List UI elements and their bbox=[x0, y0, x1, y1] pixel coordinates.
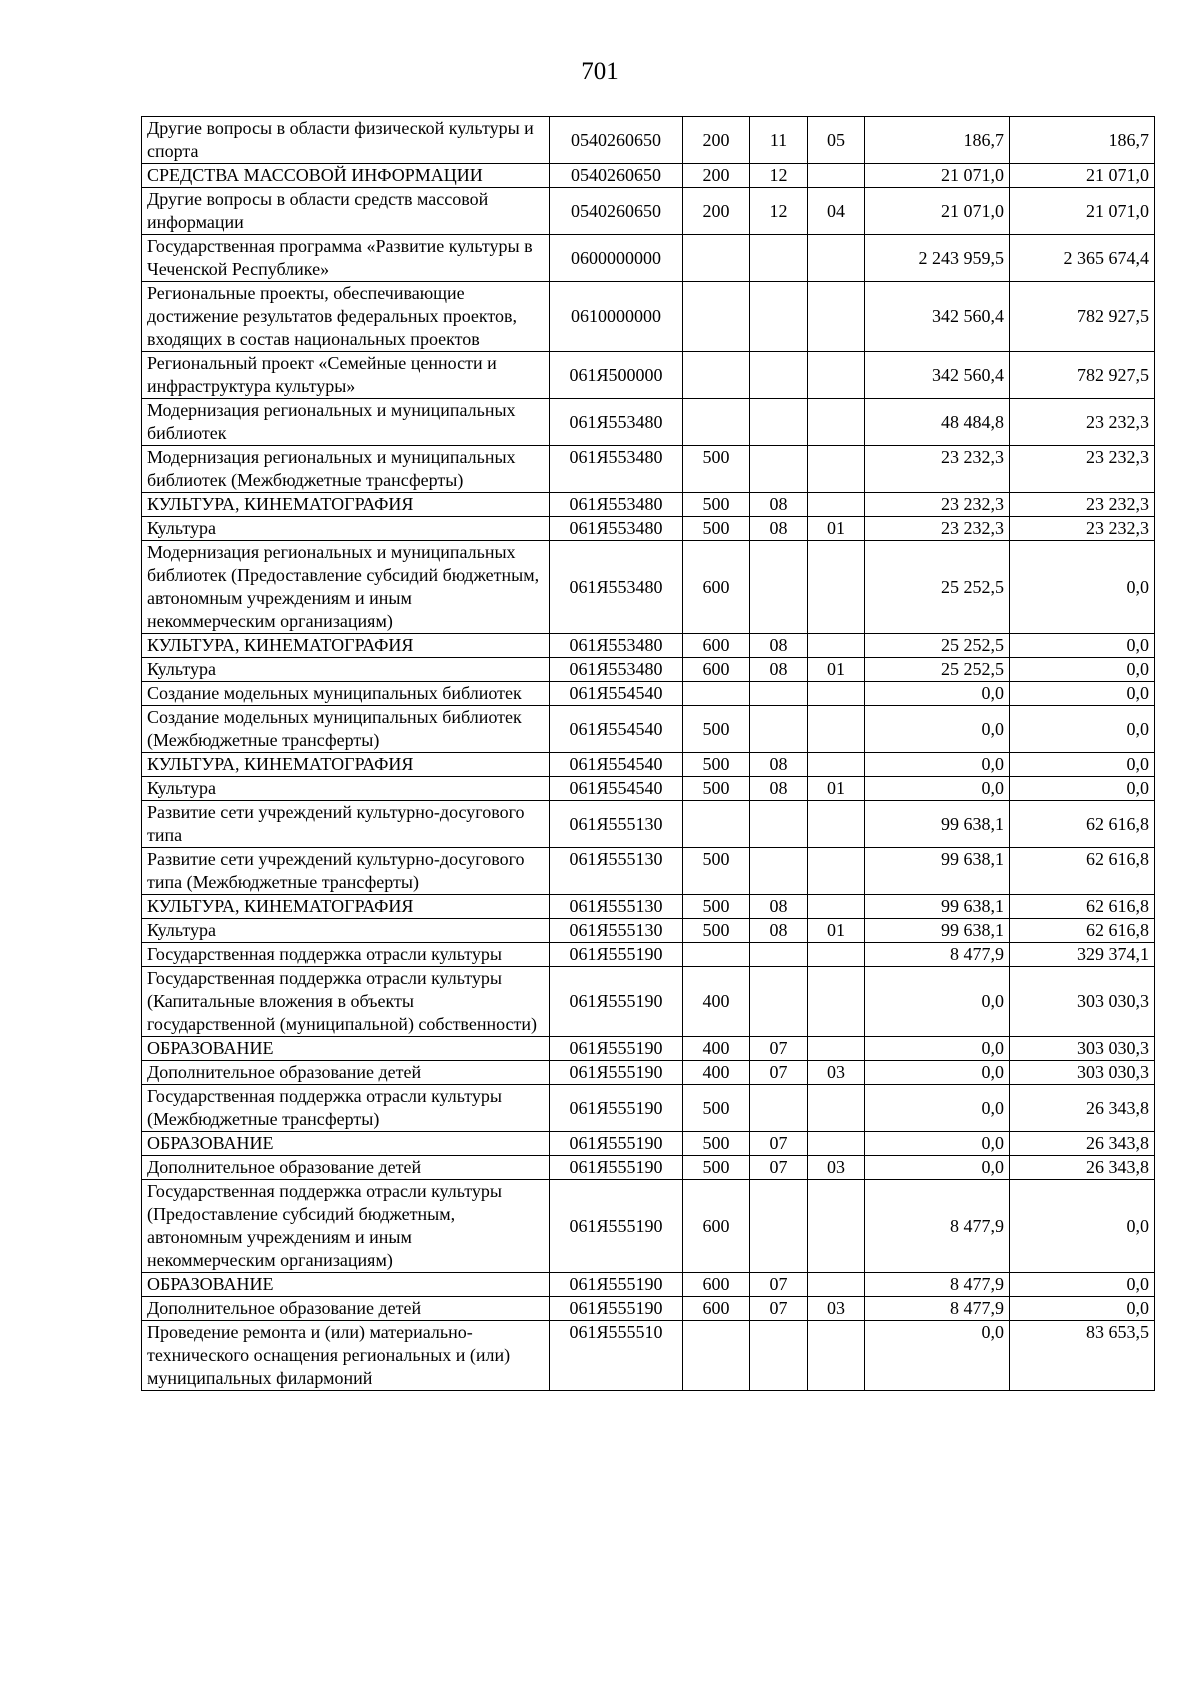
amount-year1-cell: 23 232,3 bbox=[865, 493, 1010, 517]
expense-type-cell: 600 bbox=[683, 658, 750, 682]
expense-type-cell: 500 bbox=[683, 777, 750, 801]
section-cell: 08 bbox=[750, 777, 808, 801]
table-row bbox=[142, 706, 1155, 753]
table-row bbox=[142, 1297, 1155, 1321]
table-row bbox=[142, 753, 1155, 777]
row-name-cell: КУЛЬТУРА, КИНЕМАТОГРАФИЯ bbox=[142, 634, 550, 658]
row-name-cell: Проведение ремонта и (или) материально-технического оснащения региональных и (или) муниципальных филармоний bbox=[142, 1321, 550, 1391]
subsection-cell bbox=[808, 895, 865, 919]
subsection-cell bbox=[808, 634, 865, 658]
target-code-cell: 061Я555130 bbox=[550, 801, 683, 848]
amount-year1-cell: 23 232,3 bbox=[865, 517, 1010, 541]
subsection-cell bbox=[808, 706, 865, 753]
target-code-cell: 061Я554540 bbox=[550, 682, 683, 706]
amount-year2-cell: 303 030,3 bbox=[1010, 1061, 1155, 1085]
table-row bbox=[142, 235, 1155, 282]
section-cell: 08 bbox=[750, 919, 808, 943]
expense-type-cell: 500 bbox=[683, 919, 750, 943]
target-code-cell: 061Я553480 bbox=[550, 493, 683, 517]
amount-year2-cell: 26 343,8 bbox=[1010, 1156, 1155, 1180]
table-row bbox=[142, 117, 1155, 164]
amount-year2-cell: 23 232,3 bbox=[1010, 493, 1155, 517]
amount-year1-cell: 21 071,0 bbox=[865, 188, 1010, 235]
subsection-cell: 01 bbox=[808, 777, 865, 801]
amount-year2-cell: 23 232,3 bbox=[1010, 517, 1155, 541]
expense-type-cell bbox=[683, 399, 750, 446]
amount-year1-cell: 0,0 bbox=[865, 777, 1010, 801]
section-cell: 07 bbox=[750, 1273, 808, 1297]
target-code-cell: 061Я555130 bbox=[550, 895, 683, 919]
amount-year2-cell: 83 653,5 bbox=[1010, 1321, 1155, 1391]
row-name-cell: Культура bbox=[142, 919, 550, 943]
target-code-cell: 0540260650 bbox=[550, 164, 683, 188]
amount-year2-cell: 26 343,8 bbox=[1010, 1132, 1155, 1156]
expense-type-cell: 500 bbox=[683, 848, 750, 895]
amount-year2-cell: 303 030,3 bbox=[1010, 967, 1155, 1037]
row-name-cell: Дополнительное образование детей bbox=[142, 1061, 550, 1085]
row-name-cell: Создание модельных муниципальных библиотек bbox=[142, 682, 550, 706]
expense-type-cell: 600 bbox=[683, 1180, 750, 1273]
target-code-cell: 061Я553480 bbox=[550, 399, 683, 446]
subsection-cell: 03 bbox=[808, 1156, 865, 1180]
section-cell: 08 bbox=[750, 517, 808, 541]
subsection-cell bbox=[808, 352, 865, 399]
section-cell bbox=[750, 541, 808, 634]
table-row bbox=[142, 1132, 1155, 1156]
table-row bbox=[142, 895, 1155, 919]
row-name-cell: Государственная поддержка отрасли культуры (Капитальные вложения в объекты государственной (муниципальной) собственности) bbox=[142, 967, 550, 1037]
target-code-cell: 061Я555130 bbox=[550, 848, 683, 895]
amount-year1-cell: 21 071,0 bbox=[865, 164, 1010, 188]
expense-type-cell: 500 bbox=[683, 493, 750, 517]
subsection-cell bbox=[808, 235, 865, 282]
row-name-cell: Создание модельных муниципальных библиотек (Межбюджетные трансферты) bbox=[142, 706, 550, 753]
amount-year1-cell: 0,0 bbox=[865, 1037, 1010, 1061]
section-cell: 07 bbox=[750, 1132, 808, 1156]
target-code-cell: 061Я553480 bbox=[550, 634, 683, 658]
target-code-cell: 061Я554540 bbox=[550, 706, 683, 753]
amount-year1-cell: 0,0 bbox=[865, 1085, 1010, 1132]
section-cell bbox=[750, 282, 808, 352]
subsection-cell bbox=[808, 446, 865, 493]
table-row bbox=[142, 1321, 1155, 1391]
section-cell: 07 bbox=[750, 1297, 808, 1321]
section-cell: 07 bbox=[750, 1061, 808, 1085]
amount-year2-cell: 2 365 674,4 bbox=[1010, 235, 1155, 282]
row-name-cell: ОБРАЗОВАНИЕ bbox=[142, 1037, 550, 1061]
row-name-cell: Государственная поддержка отрасли культуры (Межбюджетные трансферты) bbox=[142, 1085, 550, 1132]
subsection-cell: 01 bbox=[808, 517, 865, 541]
amount-year1-cell: 99 638,1 bbox=[865, 801, 1010, 848]
amount-year1-cell: 48 484,8 bbox=[865, 399, 1010, 446]
amount-year2-cell: 782 927,5 bbox=[1010, 282, 1155, 352]
subsection-cell bbox=[808, 848, 865, 895]
target-code-cell: 061Я553480 bbox=[550, 541, 683, 634]
subsection-cell bbox=[808, 1132, 865, 1156]
amount-year1-cell: 99 638,1 bbox=[865, 848, 1010, 895]
amount-year1-cell: 0,0 bbox=[865, 682, 1010, 706]
row-name-cell: СРЕДСТВА МАССОВОЙ ИНФОРМАЦИИ bbox=[142, 164, 550, 188]
amount-year1-cell: 0,0 bbox=[865, 1156, 1010, 1180]
table-row bbox=[142, 1037, 1155, 1061]
table-row bbox=[142, 682, 1155, 706]
section-cell bbox=[750, 235, 808, 282]
amount-year1-cell: 0,0 bbox=[865, 1132, 1010, 1156]
section-cell bbox=[750, 399, 808, 446]
expense-type-cell bbox=[683, 801, 750, 848]
expense-type-cell bbox=[683, 943, 750, 967]
expense-type-cell bbox=[683, 282, 750, 352]
table-row bbox=[142, 967, 1155, 1037]
amount-year2-cell: 21 071,0 bbox=[1010, 164, 1155, 188]
section-cell: 08 bbox=[750, 634, 808, 658]
row-name-cell: Региональные проекты, обеспечивающие достижение результатов федеральных проектов, входящих в состав национальных проектов bbox=[142, 282, 550, 352]
table-row bbox=[142, 399, 1155, 446]
table-row bbox=[142, 282, 1155, 352]
table-row bbox=[142, 1273, 1155, 1297]
row-name-cell: Государственная программа «Развитие культуры в Чеченской Республике» bbox=[142, 235, 550, 282]
row-name-cell: Развитие сети учреждений культурно-досугового типа (Межбюджетные трансферты) bbox=[142, 848, 550, 895]
expense-type-cell: 200 bbox=[683, 117, 750, 164]
expense-type-cell: 500 bbox=[683, 753, 750, 777]
table-row bbox=[142, 188, 1155, 235]
target-code-cell: 061Я500000 bbox=[550, 352, 683, 399]
expense-type-cell: 600 bbox=[683, 634, 750, 658]
target-code-cell: 061Я553480 bbox=[550, 658, 683, 682]
table-row bbox=[142, 517, 1155, 541]
target-code-cell: 0600000000 bbox=[550, 235, 683, 282]
subsection-cell bbox=[808, 1037, 865, 1061]
expense-type-cell: 500 bbox=[683, 1156, 750, 1180]
target-code-cell: 061Я555190 bbox=[550, 1273, 683, 1297]
amount-year1-cell: 186,7 bbox=[865, 117, 1010, 164]
subsection-cell bbox=[808, 801, 865, 848]
expense-type-cell: 500 bbox=[683, 895, 750, 919]
table-row bbox=[142, 658, 1155, 682]
amount-year1-cell: 342 560,4 bbox=[865, 352, 1010, 399]
target-code-cell: 061Я555130 bbox=[550, 919, 683, 943]
row-name-cell: КУЛЬТУРА, КИНЕМАТОГРАФИЯ bbox=[142, 493, 550, 517]
amount-year2-cell: 62 616,8 bbox=[1010, 848, 1155, 895]
expense-type-cell: 500 bbox=[683, 1085, 750, 1132]
row-name-cell: КУЛЬТУРА, КИНЕМАТОГРАФИЯ bbox=[142, 895, 550, 919]
table-row bbox=[142, 848, 1155, 895]
amount-year2-cell: 0,0 bbox=[1010, 753, 1155, 777]
row-name-cell: Государственная поддержка отрасли культуры (Предоставление субсидий бюджетным, автономным учреждениям и иным некоммерческим организациям) bbox=[142, 1180, 550, 1273]
target-code-cell: 061Я554540 bbox=[550, 753, 683, 777]
amount-year1-cell: 0,0 bbox=[865, 1061, 1010, 1085]
table-row bbox=[142, 164, 1155, 188]
row-name-cell: Модернизация региональных и муниципальных библиотек (Межбюджетные трансферты) bbox=[142, 446, 550, 493]
amount-year2-cell: 186,7 bbox=[1010, 117, 1155, 164]
row-name-cell: Культура bbox=[142, 777, 550, 801]
target-code-cell: 061Я555190 bbox=[550, 1297, 683, 1321]
amount-year2-cell: 329 374,1 bbox=[1010, 943, 1155, 967]
row-name-cell: Региональный проект «Семейные ценности и инфраструктура культуры» bbox=[142, 352, 550, 399]
amount-year2-cell: 782 927,5 bbox=[1010, 352, 1155, 399]
table-row bbox=[142, 1156, 1155, 1180]
amount-year1-cell: 25 252,5 bbox=[865, 658, 1010, 682]
amount-year2-cell: 62 616,8 bbox=[1010, 895, 1155, 919]
amount-year2-cell: 23 232,3 bbox=[1010, 399, 1155, 446]
amount-year1-cell: 99 638,1 bbox=[865, 895, 1010, 919]
target-code-cell: 0610000000 bbox=[550, 282, 683, 352]
subsection-cell bbox=[808, 164, 865, 188]
amount-year1-cell: 25 252,5 bbox=[865, 634, 1010, 658]
expense-type-cell: 400 bbox=[683, 1061, 750, 1085]
table-row bbox=[142, 1085, 1155, 1132]
section-cell bbox=[750, 967, 808, 1037]
target-code-cell: 061Я555190 bbox=[550, 943, 683, 967]
amount-year1-cell: 0,0 bbox=[865, 967, 1010, 1037]
expense-type-cell: 500 bbox=[683, 446, 750, 493]
expense-type-cell: 400 bbox=[683, 967, 750, 1037]
row-name-cell: ОБРАЗОВАНИЕ bbox=[142, 1273, 550, 1297]
expense-type-cell bbox=[683, 235, 750, 282]
amount-year2-cell: 0,0 bbox=[1010, 777, 1155, 801]
subsection-cell: 04 bbox=[808, 188, 865, 235]
expense-type-cell: 500 bbox=[683, 706, 750, 753]
amount-year2-cell: 0,0 bbox=[1010, 682, 1155, 706]
section-cell bbox=[750, 682, 808, 706]
amount-year1-cell: 342 560,4 bbox=[865, 282, 1010, 352]
subsection-cell bbox=[808, 1321, 865, 1391]
amount-year1-cell: 8 477,9 bbox=[865, 1297, 1010, 1321]
table-row bbox=[142, 919, 1155, 943]
amount-year2-cell: 26 343,8 bbox=[1010, 1085, 1155, 1132]
target-code-cell: 061Я555190 bbox=[550, 1085, 683, 1132]
row-name-cell: Модернизация региональных и муниципальных библиотек bbox=[142, 399, 550, 446]
section-cell: 12 bbox=[750, 188, 808, 235]
budget-table bbox=[141, 116, 1155, 1391]
target-code-cell: 061Я555190 bbox=[550, 1156, 683, 1180]
table-row bbox=[142, 943, 1155, 967]
amount-year2-cell: 0,0 bbox=[1010, 541, 1155, 634]
amount-year2-cell: 0,0 bbox=[1010, 1273, 1155, 1297]
target-code-cell: 061Я553480 bbox=[550, 517, 683, 541]
row-name-cell: ОБРАЗОВАНИЕ bbox=[142, 1132, 550, 1156]
target-code-cell: 061Я555190 bbox=[550, 1037, 683, 1061]
subsection-cell bbox=[808, 541, 865, 634]
table-body bbox=[142, 117, 1155, 1391]
expense-type-cell: 200 bbox=[683, 164, 750, 188]
expense-type-cell: 400 bbox=[683, 1037, 750, 1061]
section-cell bbox=[750, 446, 808, 493]
target-code-cell: 061Я555190 bbox=[550, 967, 683, 1037]
table-row bbox=[142, 493, 1155, 517]
target-code-cell: 0540260650 bbox=[550, 117, 683, 164]
amount-year2-cell: 23 232,3 bbox=[1010, 446, 1155, 493]
amount-year2-cell: 62 616,8 bbox=[1010, 919, 1155, 943]
amount-year1-cell: 99 638,1 bbox=[865, 919, 1010, 943]
target-code-cell: 061Я554540 bbox=[550, 777, 683, 801]
page-number: 701 bbox=[581, 58, 619, 85]
subsection-cell: 03 bbox=[808, 1297, 865, 1321]
table-row bbox=[142, 1180, 1155, 1273]
amount-year1-cell: 8 477,9 bbox=[865, 1180, 1010, 1273]
row-name-cell: Культура bbox=[142, 517, 550, 541]
expense-type-cell bbox=[683, 682, 750, 706]
expense-type-cell: 500 bbox=[683, 1132, 750, 1156]
table-row bbox=[142, 446, 1155, 493]
target-code-cell: 061Я555510 bbox=[550, 1321, 683, 1391]
subsection-cell bbox=[808, 399, 865, 446]
row-name-cell: Развитие сети учреждений культурно-досугового типа bbox=[142, 801, 550, 848]
target-code-cell: 061Я555190 bbox=[550, 1132, 683, 1156]
subsection-cell: 03 bbox=[808, 1061, 865, 1085]
subsection-cell bbox=[808, 1180, 865, 1273]
section-cell: 08 bbox=[750, 895, 808, 919]
table-row bbox=[142, 352, 1155, 399]
subsection-cell bbox=[808, 682, 865, 706]
section-cell: 07 bbox=[750, 1037, 808, 1061]
subsection-cell bbox=[808, 493, 865, 517]
row-name-cell: Модернизация региональных и муниципальных библиотек (Предоставление субсидий бюджетным, автономным учреждениям и иным некоммерческим организациям) bbox=[142, 541, 550, 634]
amount-year1-cell: 23 232,3 bbox=[865, 446, 1010, 493]
amount-year1-cell: 8 477,9 bbox=[865, 943, 1010, 967]
table-row bbox=[142, 541, 1155, 634]
expense-type-cell: 200 bbox=[683, 188, 750, 235]
section-cell: 08 bbox=[750, 658, 808, 682]
amount-year2-cell: 303 030,3 bbox=[1010, 1037, 1155, 1061]
amount-year2-cell: 62 616,8 bbox=[1010, 801, 1155, 848]
amount-year1-cell: 0,0 bbox=[865, 1321, 1010, 1391]
expense-type-cell: 600 bbox=[683, 541, 750, 634]
section-cell bbox=[750, 848, 808, 895]
section-cell: 08 bbox=[750, 493, 808, 517]
row-name-cell: Другие вопросы в области средств массовой информации bbox=[142, 188, 550, 235]
row-name-cell: Дополнительное образование детей bbox=[142, 1156, 550, 1180]
amount-year1-cell: 2 243 959,5 bbox=[865, 235, 1010, 282]
section-cell: 12 bbox=[750, 164, 808, 188]
subsection-cell bbox=[808, 1085, 865, 1132]
subsection-cell bbox=[808, 753, 865, 777]
subsection-cell bbox=[808, 967, 865, 1037]
row-name-cell: Государственная поддержка отрасли культуры bbox=[142, 943, 550, 967]
subsection-cell: 01 bbox=[808, 658, 865, 682]
section-cell bbox=[750, 1180, 808, 1273]
section-cell bbox=[750, 1085, 808, 1132]
expense-type-cell: 600 bbox=[683, 1273, 750, 1297]
table-row bbox=[142, 634, 1155, 658]
subsection-cell bbox=[808, 943, 865, 967]
section-cell bbox=[750, 1321, 808, 1391]
section-cell: 07 bbox=[750, 1156, 808, 1180]
row-name-cell: Другие вопросы в области физической культуры и спорта bbox=[142, 117, 550, 164]
amount-year1-cell: 0,0 bbox=[865, 706, 1010, 753]
amount-year2-cell: 0,0 bbox=[1010, 1180, 1155, 1273]
row-name-cell: Дополнительное образование детей bbox=[142, 1297, 550, 1321]
amount-year2-cell: 0,0 bbox=[1010, 658, 1155, 682]
amount-year1-cell: 0,0 bbox=[865, 753, 1010, 777]
target-code-cell: 061Я555190 bbox=[550, 1061, 683, 1085]
section-cell bbox=[750, 706, 808, 753]
target-code-cell: 0540260650 bbox=[550, 188, 683, 235]
amount-year2-cell: 0,0 bbox=[1010, 706, 1155, 753]
table-row bbox=[142, 1061, 1155, 1085]
amount-year2-cell: 0,0 bbox=[1010, 1297, 1155, 1321]
expense-type-cell: 500 bbox=[683, 517, 750, 541]
subsection-cell bbox=[808, 1273, 865, 1297]
expense-type-cell bbox=[683, 352, 750, 399]
table-row bbox=[142, 777, 1155, 801]
amount-year2-cell: 21 071,0 bbox=[1010, 188, 1155, 235]
amount-year1-cell: 8 477,9 bbox=[865, 1273, 1010, 1297]
row-name-cell: Культура bbox=[142, 658, 550, 682]
amount-year2-cell: 0,0 bbox=[1010, 634, 1155, 658]
amount-year1-cell: 25 252,5 bbox=[865, 541, 1010, 634]
section-cell bbox=[750, 801, 808, 848]
subsection-cell: 05 bbox=[808, 117, 865, 164]
subsection-cell: 01 bbox=[808, 919, 865, 943]
expense-type-cell: 600 bbox=[683, 1297, 750, 1321]
row-name-cell: КУЛЬТУРА, КИНЕМАТОГРАФИЯ bbox=[142, 753, 550, 777]
expense-type-cell bbox=[683, 1321, 750, 1391]
section-cell: 11 bbox=[750, 117, 808, 164]
target-code-cell: 061Я555190 bbox=[550, 1180, 683, 1273]
section-cell bbox=[750, 352, 808, 399]
section-cell: 08 bbox=[750, 753, 808, 777]
subsection-cell bbox=[808, 282, 865, 352]
target-code-cell: 061Я553480 bbox=[550, 446, 683, 493]
section-cell bbox=[750, 943, 808, 967]
table-row bbox=[142, 801, 1155, 848]
